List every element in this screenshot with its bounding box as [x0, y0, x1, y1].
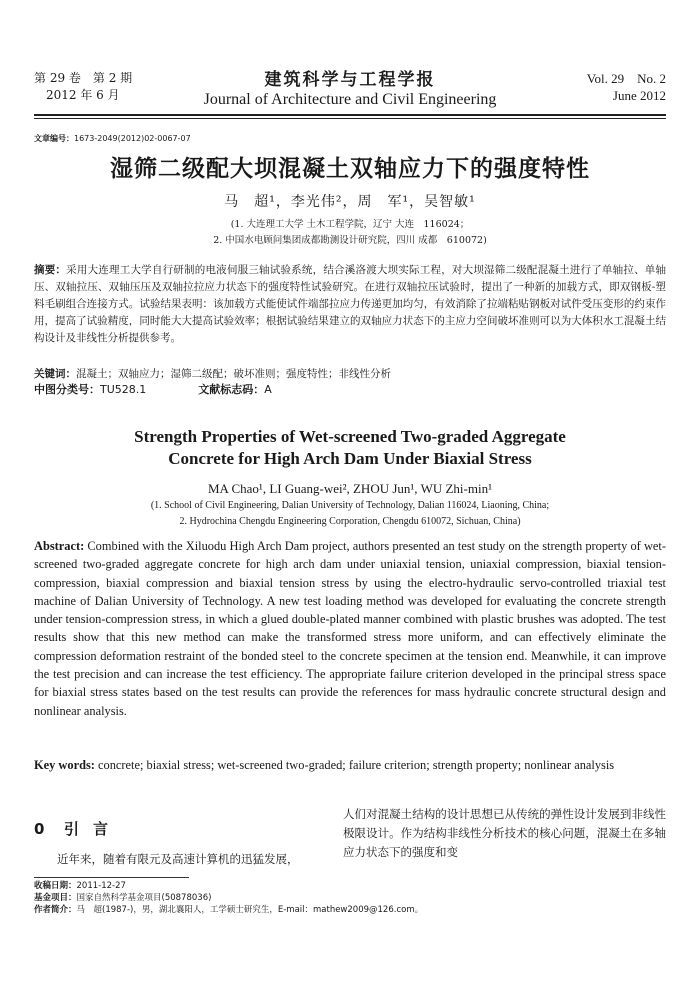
footnote-author — [34, 904, 666, 916]
keywords-cn — [34, 366, 666, 382]
title-en — [0, 426, 700, 470]
article-number-label: 文章编号： — [34, 134, 74, 143]
keywords-en-text: concrete; biaxial stress; wet-screened two-graded; failure criterion; strength property; nonlinear analysis — [98, 758, 615, 772]
header-right — [587, 70, 666, 104]
section-number: 0 — [34, 820, 45, 838]
title-en-line-1: Strength Properties of Wet-screened Two-graded Aggregate — [134, 427, 566, 446]
affiliation-en-2: 2. Hydrochina Chengdu Engineering Corporation, Chengdu 610072, Sichuan, China) — [179, 516, 521, 527]
footnotes — [34, 880, 666, 916]
affiliations-en — [0, 498, 700, 530]
header-rule-thick — [34, 114, 666, 116]
fund-label: 基金项目： — [34, 893, 77, 903]
clc-value: TU528.1 — [100, 383, 147, 396]
author-bio-value: 马 超(1987-)，男，湖北襄阳人，工学硕士研究生，E-mail：mathew2009@126.com。 — [76, 905, 424, 915]
body-left-column: 近年来，随着有限元及高速计算机的迅猛发展， — [57, 852, 299, 866]
journal-header — [34, 70, 666, 114]
article-number — [34, 133, 191, 144]
header-rule-thin — [34, 118, 666, 119]
keywords-en — [34, 756, 666, 774]
title-cn: 湿筛二级配大坝混凝土双轴应力下的强度特性 — [110, 156, 590, 182]
affiliation-cn-1: (1. 大连理工大学 土木工程学院，辽宁 大连 116024； — [230, 219, 470, 230]
authors-cn: 马 超¹，李光伟²，周 军¹，吴智敏¹ — [224, 194, 476, 210]
section-title: 引言 — [64, 820, 123, 838]
clc-label: 中图分类号： — [34, 383, 100, 396]
date-cn: 2012 年 6 月 — [46, 88, 120, 102]
authors-en: MA Chao¹, LI Guang-wei², ZHOU Jun¹, WU Zhi-min¹ — [208, 481, 492, 496]
received-label: 收稿日期： — [34, 881, 77, 891]
classification — [34, 382, 666, 398]
header-center — [34, 70, 666, 110]
affiliation-en-1: (1. School of Civil Engineering, Dalian University of Technology, Dalian 116024, Liaoning, China; — [150, 500, 550, 511]
footnote-rule — [34, 877, 189, 878]
abstract-cn-label: 摘要： — [34, 264, 67, 276]
affiliations-cn — [0, 217, 700, 249]
author-bio-label: 作者简介： — [34, 905, 77, 915]
title-en-line-2: Concrete for High Arch Dam Under Biaxial Stress — [168, 449, 532, 468]
abstract-en-label: Abstract: — [34, 539, 85, 553]
body-right-column: 人们对混凝土结构的设计思想已从传统的弹性设计发展到非线性极限设计。作为结构非线性分析技术的核心问题，混凝土在多轴应力状态下的强度和变 — [343, 807, 666, 859]
volume-issue-cn: 第 29 卷 第 2 期 — [34, 71, 133, 85]
journal-name-en: Journal of Architecture and Civil Engineering — [203, 91, 497, 108]
received-value: 2011-12-27 — [76, 881, 126, 891]
abstract-en — [34, 537, 666, 720]
abstract-cn-text: 采用大连理工大学自行研制的电液伺服三轴试验系统，结合溪洛渡大坝实际工程，对大坝湿筛二级配混凝土进行了单轴拉、单轴压、双轴拉压、双轴压压及双轴拉拉应力状态下的强度特性试验研究。在进行双轴拉压试验时，提出了一种新的加载方式，即双钢板-塑料毛刷组合连接方式。试验结果表明：该加载方式能使试件端部拉应力传递更加均匀，有效消除了拉端粘贴钢板对试件受压变形的约束作用，提高了试验精度，同时能大大提高试验效率；根据试验结果建立的双轴应力状态下的主应力空间破坏准则可以为大体积水工混凝土结构设计及非线性分析提供参考。 — [34, 264, 667, 344]
volume-issue-en: Vol. 29 No. 2 — [586, 71, 666, 86]
keywords-cn-label: 关键词： — [34, 368, 76, 380]
keywords-en-label: Key words: — [34, 758, 95, 772]
doc-code-label: 文献标志码： — [198, 383, 265, 396]
footnote-received — [34, 880, 666, 892]
doc-code-value: A — [264, 383, 272, 396]
abstract-cn — [34, 262, 666, 347]
affiliation-cn-2: 2. 中国水电顾问集团成都勘测设计研究院，四川 成都 610072) — [213, 235, 487, 246]
footnote-fund — [34, 892, 666, 904]
abstract-en-text: Combined with the Xiluodu High Arch Dam project, authors presented an test study on the strength property of wet-screened two-graded aggregate concrete for high arch dam under uniaxial tension, uniaxial compression, biaxial tension-compression, biaxial compression and biaxial tension stress by using the electro-hydraulic servo-controlled triaxial test machine of Dalian University of Technology. A new test loading method was developed for evaluating the concrete strength under tension-compression stress, in which a glued double-plated manner combined with plastic brushes was adopted. The test results show that this new method can make the transformed stress more uniform, and can effectively eliminate the compression deformation restraint of the bonded steel to the concrete specimen at the tension end. Meanwhile, it can improve the test precision and can increase the test efficiency. The appropriate failure criterion developed in the principal stress space for biaxial stress states based on the test results can provide the references for mass hydraulic concrete structural design and nonlinear analysis. — [34, 539, 666, 718]
fund-value: 国家自然科学基金项目(50878036) — [76, 893, 212, 903]
date-en: June 2012 — [612, 88, 666, 103]
article-number-value: 1673-2049(2012)02-0067-07 — [74, 134, 191, 143]
section-heading — [34, 818, 122, 839]
keywords-cn-text: 混凝土；双轴应力；湿筛二级配；破坏准则；强度特性；非线性分析 — [76, 368, 391, 380]
journal-name-cn: 建筑科学与工程学报 — [264, 70, 436, 90]
